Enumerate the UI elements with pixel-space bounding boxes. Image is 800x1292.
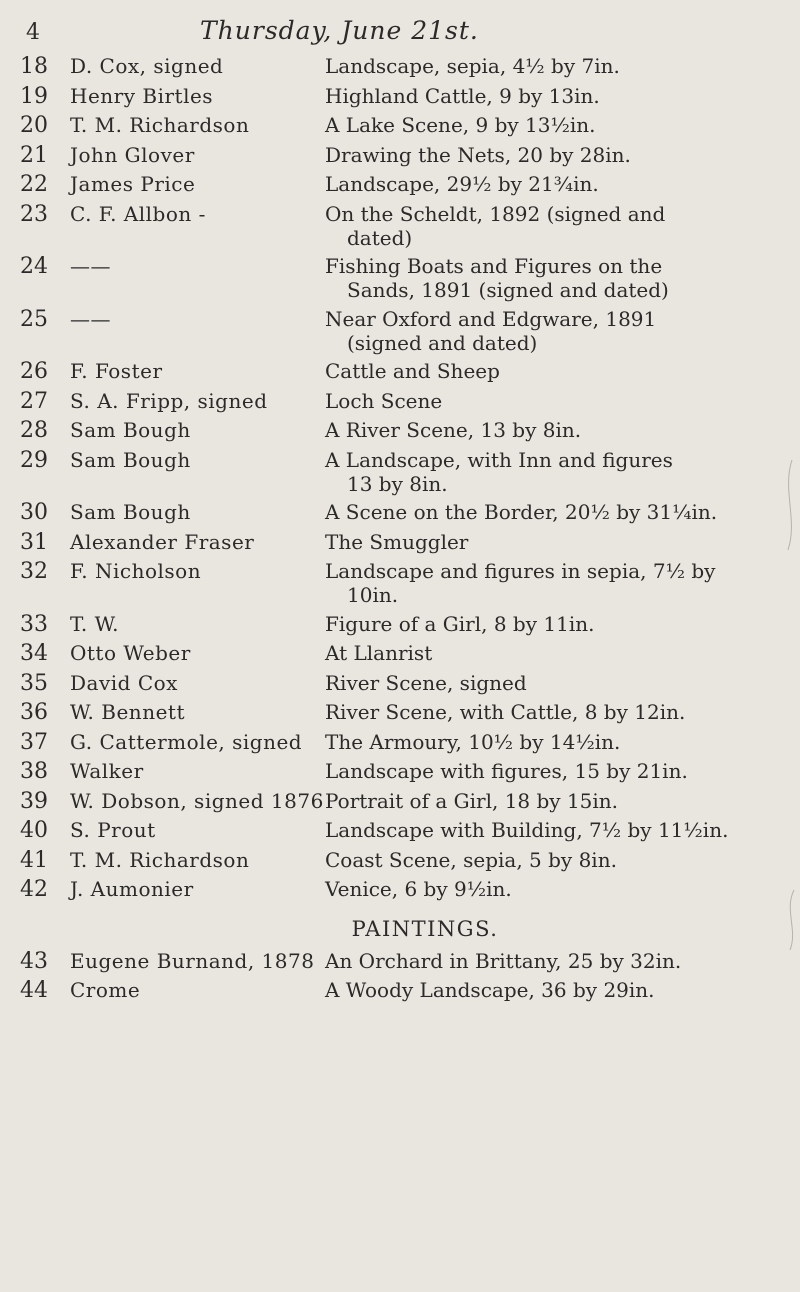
lot-title-line: A Scene on the Border, 20½ by 31¼in.: [325, 500, 718, 524]
lot-title-continuation: 13 by 8in.: [347, 471, 448, 496]
lot-title-line: Figure of a Girl, 8 by 11in.: [325, 611, 595, 636]
lot-title: [325, 54, 780, 78]
lot-title: [325, 172, 780, 196]
lot-row: [0, 500, 800, 530]
lot-row: [0, 671, 800, 701]
page-heading: Thursday, June 21st.: [200, 16, 479, 45]
lot-title: [325, 143, 780, 167]
lot-title: [325, 418, 780, 442]
lot-number: 33: [20, 611, 48, 637]
lot-title-line: Landscape with figures, 15 by 21in.: [325, 759, 688, 783]
lot-artist: Otto Weber: [70, 641, 191, 665]
lot-artist: Crome: [70, 978, 141, 1002]
lot-row: [0, 359, 800, 389]
lot-artist: Sam Bough: [70, 500, 191, 524]
lot-title: [325, 877, 780, 901]
lot-row: [0, 730, 800, 760]
lot-artist: Henry Birtles: [70, 83, 214, 108]
lot-artist: S. A. Fripp, signed: [70, 388, 268, 413]
lot-row: [0, 84, 800, 114]
lot-row: [0, 641, 800, 671]
lot-number: 42: [20, 877, 48, 902]
lot-title-line: River Scene, signed: [325, 670, 527, 695]
lot-title-line: Portrait of a Girl, 18 by 15in.: [325, 788, 619, 813]
lot-row: [0, 113, 800, 143]
lot-title-line: A River Scene, 13 by 8in.: [325, 418, 582, 442]
lot-number: 31: [20, 529, 48, 555]
lot-number: 29: [20, 447, 48, 473]
lot-row: [0, 54, 800, 84]
lot-row: [0, 978, 800, 1008]
lot-title: [325, 700, 780, 724]
lot-artist: Alexander Fraser: [70, 529, 255, 554]
lot-title-line: A Lake Scene, 9 by 13½in.: [325, 113, 596, 137]
lot-title: [325, 789, 780, 813]
lot-number: 35: [20, 670, 48, 696]
lot-number: 19: [20, 83, 48, 109]
lot-title-line: Venice, 6 by 9½in.: [325, 877, 512, 901]
lot-title: [325, 818, 780, 842]
lot-number: 26: [20, 359, 48, 384]
lot-number: 25: [20, 306, 48, 332]
lot-row: [0, 877, 800, 907]
lot-title-line: A Landscape, with Inn and figures: [325, 447, 673, 472]
lot-title: [325, 641, 780, 665]
lot-number: 18: [20, 54, 48, 79]
lot-title-line: An Orchard in Brittany, 25 by 32in.: [325, 948, 682, 973]
lot-artist: Eugene Burnand, 1878: [70, 948, 315, 973]
lot-artist: S. Prout: [70, 818, 156, 842]
lot-title: [325, 307, 780, 355]
lot-number: 43: [20, 948, 48, 974]
lot-title: [325, 730, 780, 754]
lot-number: 27: [20, 388, 48, 414]
lot-number: 41: [20, 847, 48, 873]
lot-title: [325, 671, 780, 695]
lot-number: 44: [20, 978, 48, 1003]
lot-artist: T. M. Richardson: [70, 847, 250, 872]
lot-row: [0, 612, 800, 642]
lot-title: [325, 84, 780, 108]
lot-number: 21: [20, 142, 48, 168]
lot-number: 22: [20, 172, 48, 197]
lot-title-line: Fishing Boats and Figures on the: [325, 254, 663, 278]
page-edge-mark: [778, 460, 800, 1260]
lot-artist: ——: [70, 254, 111, 278]
lot-title: [325, 500, 780, 524]
lot-row: [0, 202, 800, 255]
lot-number: 39: [20, 788, 48, 814]
lot-title-line: Landscape with Building, 7½ by 11½in.: [325, 818, 729, 842]
lot-number: 40: [20, 818, 48, 843]
lot-title-line: Landscape, 29½ by 21¾in.: [325, 172, 599, 196]
lot-title-line: River Scene, with Cattle, 8 by 12in.: [325, 700, 686, 724]
lot-number: 36: [20, 700, 48, 725]
lot-number: 30: [20, 500, 48, 525]
lot-artist: T. M. Richardson: [70, 113, 250, 137]
lot-artist: T. W.: [70, 611, 120, 636]
lot-title-line: On the Scheldt, 1892 (signed and: [325, 201, 666, 226]
lot-number: 37: [20, 729, 48, 755]
lot-row: [0, 949, 800, 979]
lot-list: [0, 54, 800, 1008]
lot-title-line: At Llanrist: [325, 641, 433, 665]
lot-title-line: Landscape, sepia, 4½ by 7in.: [325, 54, 620, 78]
lot-title-line: Highland Cattle, 9 by 13in.: [325, 83, 600, 108]
lot-row: [0, 307, 800, 360]
lot-artist: W. Dobson, signed 1876: [70, 788, 324, 813]
lot-title-continuation: Sands, 1891 (signed and dated): [347, 278, 669, 302]
lot-artist: David Cox: [70, 670, 178, 695]
lot-artist: D. Cox, signed: [70, 54, 224, 78]
lot-artist: Walker: [70, 759, 144, 783]
lot-row: [0, 700, 800, 730]
lot-row: [0, 789, 800, 819]
lot-row: [0, 559, 800, 612]
lot-number: 34: [20, 641, 48, 666]
lot-title: [325, 530, 780, 554]
lot-title-continuation: 10in.: [347, 583, 399, 607]
lot-title-line: Loch Scene: [325, 388, 443, 413]
lot-title-line: The Smuggler: [325, 529, 469, 554]
lot-title: [325, 113, 780, 137]
lot-artist: Sam Bough: [70, 447, 191, 472]
lot-artist: F. Foster: [70, 359, 163, 383]
lot-row: [0, 759, 800, 789]
lot-artist: Sam Bough: [70, 418, 191, 442]
lot-row: [0, 818, 800, 848]
lot-row: [0, 848, 800, 878]
lot-number: 28: [20, 418, 48, 443]
lot-title-line: Landscape and figures in sepia, 7½ by: [325, 559, 716, 583]
lot-title-line: Drawing the Nets, 20 by 28in.: [325, 142, 631, 167]
lot-title: [325, 949, 780, 973]
lot-title-line: Coast Scene, sepia, 5 by 8in.: [325, 847, 617, 872]
lot-title: [325, 448, 780, 496]
lot-title: [325, 254, 780, 302]
lot-row: [0, 530, 800, 560]
lot-row: [0, 143, 800, 173]
lot-number: 38: [20, 759, 48, 784]
lot-title: [325, 612, 780, 636]
lot-row: [0, 389, 800, 419]
lot-number: 20: [20, 113, 48, 138]
lot-row: [0, 448, 800, 501]
lot-artist: W. Bennett: [70, 700, 185, 724]
lot-artist: F. Nicholson: [70, 559, 202, 583]
lot-title: [325, 389, 780, 413]
lot-title: [325, 848, 780, 872]
lot-title: [325, 759, 780, 783]
lot-title: [325, 978, 780, 1002]
lot-number: 23: [20, 201, 48, 227]
lot-row: [0, 254, 800, 307]
lot-title-line: A Woody Landscape, 36 by 29in.: [325, 978, 655, 1002]
lot-title-line: Cattle and Sheep: [325, 359, 500, 383]
lot-artist: John Glover: [70, 142, 195, 167]
page-number: 4: [26, 20, 40, 45]
lot-title-continuation: dated): [347, 225, 413, 250]
lot-artist: James Price: [70, 172, 196, 196]
lot-artist: G. Cattermole, signed: [70, 729, 303, 754]
lot-artist: ——: [70, 306, 111, 331]
lot-row: [0, 172, 800, 202]
lot-number: 32: [20, 559, 48, 584]
lot-title-line: Near Oxford and Edgware, 1891: [325, 306, 657, 331]
section-title: PAINTINGS.: [351, 916, 499, 941]
lot-title-line: The Armoury, 10½ by 14½in.: [325, 729, 621, 754]
lot-artist: J. Aumonier: [70, 877, 194, 901]
lot-artist: C. F. Allbon -: [70, 201, 206, 226]
lot-title: [325, 202, 780, 250]
lot-title: [325, 559, 780, 607]
lot-number: 24: [20, 254, 48, 279]
lot-title-continuation: (signed and dated): [347, 330, 538, 355]
lot-title: [325, 359, 780, 383]
page-header: [0, 14, 800, 54]
lot-row: [0, 418, 800, 448]
